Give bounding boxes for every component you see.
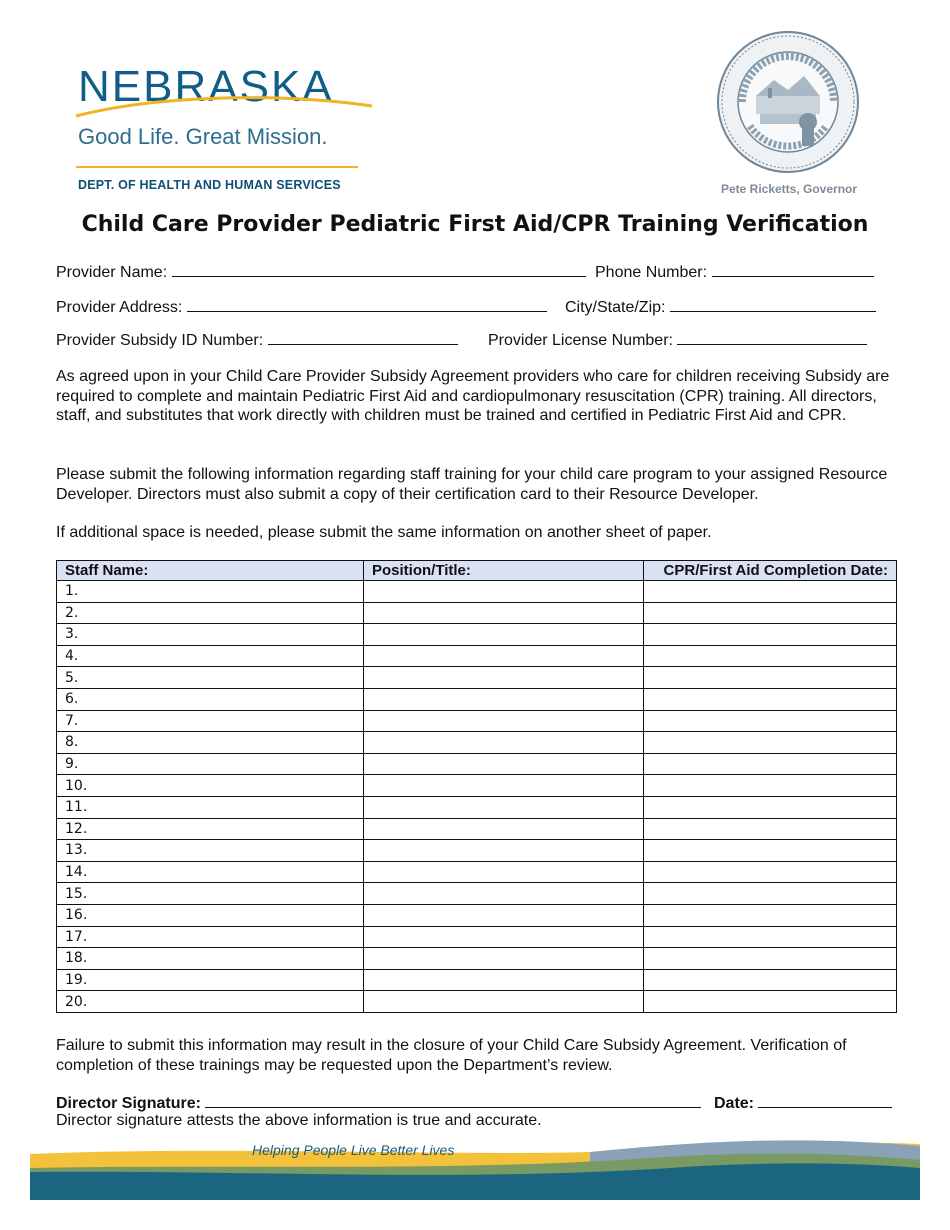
logo-tagline: Good Life. Great Mission. [78,124,328,149]
completion-date-cell[interactable] [644,840,897,862]
provider-name-label: Provider Name: [56,264,168,281]
table-row [57,948,897,970]
completion-date-cell[interactable] [644,991,897,1013]
staff-name-cell[interactable]: 7. [57,710,364,732]
phone-number-label: Phone Number: [595,264,708,281]
staff-name-cell[interactable]: 11. [57,796,364,818]
completion-date-cell[interactable] [644,861,897,883]
completion-date-cell[interactable] [644,645,897,667]
license-number-blank[interactable] [677,330,867,345]
staff-name-cell[interactable]: 15. [57,883,364,905]
table-row [57,645,897,667]
table-row [57,926,897,948]
position-title-cell[interactable] [364,688,644,710]
logo-divider [76,166,358,168]
completion-date-cell[interactable] [644,581,897,603]
position-title-cell[interactable] [364,926,644,948]
completion-date-cell[interactable] [644,710,897,732]
date-label: Date: [714,1095,755,1112]
staff-name-cell[interactable]: 5. [57,667,364,689]
table-row [57,904,897,926]
staff-name-cell[interactable]: 12. [57,818,364,840]
page-title: Child Care Provider Pediatric First Aid/CPR Training Verification [81,212,869,237]
staff-name-cell[interactable]: 20. [57,991,364,1013]
position-title-cell[interactable] [364,969,644,991]
governor-name: Pete Ricketts, Governor [720,182,858,196]
submission-paragraph: Please submit the following information regarding staff training for your child care program to your assigned Resource Developer. Directors must also submit a copy of their certification card to their Resource Developer. [56,466,888,503]
position-title-cell[interactable] [364,991,644,1013]
signature-note: Director signature attests the above information is true and accurate. [56,1112,542,1129]
position-title-cell[interactable] [364,624,644,646]
staff-name-cell[interactable]: 18. [57,948,364,970]
additional-space-paragraph: If additional space is needed, please submit the same information on another sheet of paper. [56,524,712,541]
staff-name-cell[interactable]: 19. [57,969,364,991]
staff-name-cell[interactable]: 8. [57,732,364,754]
staff-name-cell[interactable]: 2. [57,602,364,624]
staff-name-cell[interactable]: 16. [57,904,364,926]
position-title-cell[interactable] [364,667,644,689]
position-title-cell[interactable] [364,732,644,754]
position-title-cell[interactable] [364,753,644,775]
completion-date-cell[interactable] [644,926,897,948]
table-row [57,796,897,818]
staff-name-cell[interactable]: 14. [57,861,364,883]
completion-date-cell[interactable] [644,688,897,710]
table-row [57,969,897,991]
position-title-cell[interactable] [364,948,644,970]
completion-date-cell[interactable] [644,904,897,926]
subsidy-id-field[interactable] [56,330,458,350]
staff-name-header: Staff Name: [57,561,364,581]
position-title-cell[interactable] [364,861,644,883]
table-row [57,667,897,689]
staff-name-cell[interactable]: 17. [57,926,364,948]
subsidy-id-blank[interactable] [268,330,458,345]
table-row [57,818,897,840]
nebraska-dhhs-logo [74,58,374,198]
director-signature-field[interactable] [56,1093,701,1113]
staff-name-cell[interactable]: 1. [57,581,364,603]
staff-name-cell[interactable]: 6. [57,688,364,710]
phone-number-field[interactable] [595,262,874,282]
position-title-cell[interactable] [364,840,644,862]
position-title-cell[interactable] [364,775,644,797]
position-title-cell[interactable] [364,818,644,840]
provider-address-field[interactable] [56,297,547,317]
table-row [57,581,897,603]
completion-date-cell[interactable] [644,602,897,624]
table-row [57,624,897,646]
position-title-cell[interactable] [364,710,644,732]
date-field[interactable] [714,1093,892,1113]
completion-date-cell[interactable] [644,948,897,970]
phone-number-blank[interactable] [712,262,874,277]
table-row [57,602,897,624]
completion-date-cell[interactable] [644,775,897,797]
staff-training-table [56,560,897,1013]
staff-name-cell[interactable]: 13. [57,840,364,862]
date-blank[interactable] [758,1093,892,1108]
completion-date-cell[interactable] [644,732,897,754]
completion-date-cell[interactable] [644,969,897,991]
completion-date-cell[interactable] [644,753,897,775]
table-row [57,688,897,710]
completion-date-cell[interactable] [644,883,897,905]
provider-address-blank[interactable] [187,297,547,312]
logo-wordmark: NEBRASKA [78,62,334,111]
table-row [57,753,897,775]
table-header-row [57,561,897,581]
failure-warning-paragraph: Failure to submit this information may result in the closure of your Child Care Subsidy Agreement. Verification of completion of these trainings may be requested upon the Department’s review. [56,1037,847,1074]
position-title-cell[interactable] [364,796,644,818]
city-state-zip-label: City/State/Zip: [565,299,666,316]
staff-name-cell[interactable]: 9. [57,753,364,775]
table-row [57,840,897,862]
provider-name-field[interactable] [56,262,586,282]
city-state-zip-blank[interactable] [670,297,876,312]
position-title-cell[interactable] [364,602,644,624]
completion-date-cell[interactable] [644,818,897,840]
subsidy-id-label: Provider Subsidy ID Number: [56,332,264,349]
staff-name-cell[interactable]: 4. [57,645,364,667]
table-row [57,883,897,905]
table-row [57,732,897,754]
logo-swoosh-icon [74,92,374,122]
position-title-cell[interactable] [364,645,644,667]
completion-date-header: CPR/First Aid Completion Date: [644,561,897,581]
completion-date-cell[interactable] [644,796,897,818]
position-title-cell[interactable] [364,904,644,926]
table-row [57,710,897,732]
staff-name-cell[interactable]: 10. [57,775,364,797]
position-title-cell[interactable] [364,581,644,603]
table-row [57,775,897,797]
provider-name-blank[interactable] [172,262,586,277]
state-seal-icon [716,30,860,174]
completion-date-cell[interactable] [644,667,897,689]
city-state-zip-field[interactable] [565,297,876,317]
completion-date-cell[interactable] [644,624,897,646]
director-signature-blank[interactable] [205,1093,701,1108]
footer-tagline: Helping People Live Better Lives [252,1142,455,1158]
provider-address-label: Provider Address: [56,299,183,316]
position-title-cell[interactable] [364,883,644,905]
license-number-field[interactable] [488,330,867,350]
footer-wave-band [30,1138,920,1200]
staff-name-cell[interactable]: 3. [57,624,364,646]
table-row [57,991,897,1013]
license-number-label: Provider License Number: [488,332,673,349]
position-title-header: Position/Title: [364,561,644,581]
dept-name: DEPT. OF HEALTH AND HUMAN SERVICES [78,178,341,192]
table-row [57,861,897,883]
requirement-paragraph: As agreed upon in your Child Care Provider Subsidy Agreement providers who care for children receiving Subsidy are required to complete and maintain Pediatric First Aid and cardiopulmonary resuscitation (CPR) training. All directors, staff, and substitutes that work directly with children must be trained and certified in Pediatric First Aid and CPR. [56,368,890,424]
director-signature-label: Director Signature: [56,1095,201,1112]
